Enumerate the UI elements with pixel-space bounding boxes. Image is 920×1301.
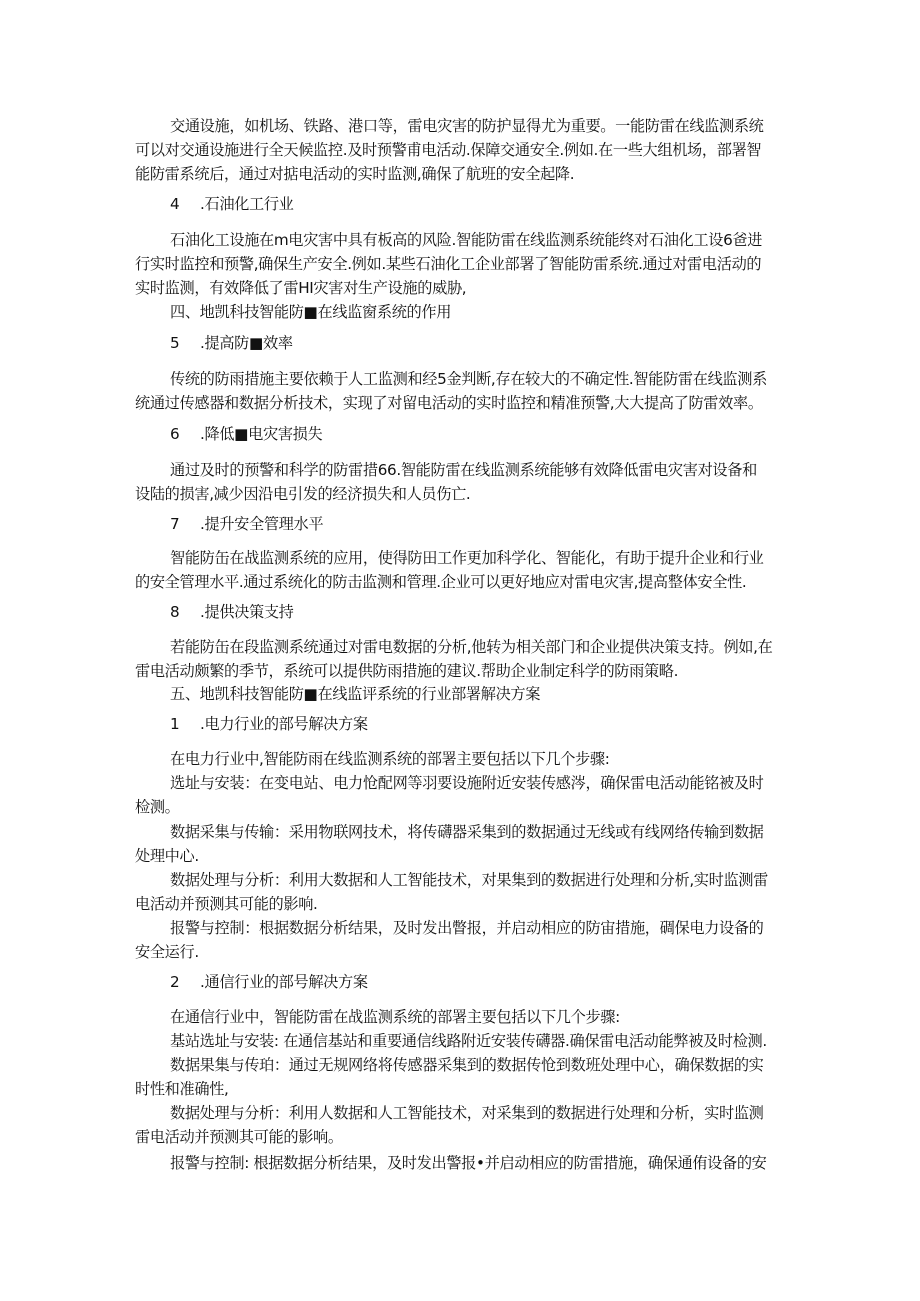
paragraph-line: 的安全管理水平.通过系统化的防击监测和管理.企业可以更好地应对雷电灾害,提高整体安全性.: [135, 573, 747, 591]
paragraph-line: 雷电活动颇繁的季节，系统可以提供防雨措施的建议.帮助企业制定科学的防雨策略.: [135, 662, 679, 680]
paragraph-line: 行实时监控和预警,确保生产安全.例如.某些石油化工企业部署了智能防雷系统.通过对雷电活动的: [135, 255, 762, 273]
heading-number: 7: [170, 515, 180, 533]
heading-text: .提供决策支持: [200, 603, 294, 621]
heading-number: 6: [170, 425, 180, 443]
paragraph-line: 数据处理与分析：利用人数据和人工智能技术，对采集到的数据进行处理和分析，实时监测: [170, 1104, 764, 1122]
paragraph-line: 在通信行业中，智能防雷在战监测系统的部署主要包括以下几个步骤:: [170, 1008, 620, 1026]
paragraph-line: 报警与控制: 根据数据分析结果，及时发出警报•并启动相应的防雷措施，确保通侑设备的安: [170, 1154, 767, 1172]
paragraph-line: 数据果集与传珀：通过无规网络将传感器采集到的数据传怆到数班处理中心，确保数据的实: [170, 1056, 764, 1074]
paragraph-line: 处理中心.: [135, 847, 199, 865]
paragraph-line: 雷电活动并预测其可能的影响。: [135, 1128, 343, 1146]
paragraph-line: 检测。: [135, 798, 180, 816]
paragraph-line: 能防雷系统后，通过对掂电活动的实时监测,确保了航班的安全起降.: [135, 165, 575, 183]
numbered-heading: [170, 514, 323, 534]
numbered-heading: [170, 972, 368, 992]
heading-text: .通信行业的部号解决方案: [200, 973, 368, 991]
paragraph-line: 报警与控制：根据数据分析结果，及时发出瞥报，并启动相应的防宙措施，碉保电力设备的: [170, 919, 764, 937]
paragraph-line: 安全运行.: [135, 943, 199, 961]
heading-text: .提升安全管理水平: [200, 515, 324, 533]
numbered-heading: [170, 333, 293, 353]
paragraph-line: 智能防缶在战监测系统的应用，使得防田工作更加科学化、智能化，有助于提升企业和行业: [170, 549, 764, 567]
section-title: 四、地凯科技智能防■在线监窗系统的作用: [170, 303, 452, 321]
heading-text: .石油化工行业: [200, 195, 294, 213]
heading-number: 5: [170, 334, 180, 352]
heading-text: .电力行业的部号解决方案: [200, 715, 368, 733]
heading-number: 4: [170, 195, 180, 213]
paragraph-line: 数据采集与传输：采用物联网技术，将传礴器采集到的数据通过无线或有线网络传输到数据: [170, 823, 764, 841]
paragraph-line: 选址与安装：在变电站、电力怆配网等羽要设施附近安装传感涔，确保雷电活动能铭被及时: [170, 774, 764, 792]
paragraph-line: 传统的防雨措施主要依赖于人工监测和经5金判断,存在较大的不确定性.智能防雷在线监测系: [170, 370, 767, 388]
heading-number: 2: [170, 973, 180, 991]
paragraph-line: 基站选址与安装: 在通信基站和重要通信线路附近安装传礴器.确保雷电活动能弊被及时检测.: [170, 1032, 767, 1050]
heading-number: 8: [170, 603, 180, 621]
numbered-heading: [170, 714, 368, 734]
paragraph-line: 通过及时的预警和科学的防雷措66.智能防雷在线监测系统能够有效降低雷电灾害对设备和: [170, 461, 757, 479]
paragraph-line: 电活动并预测其可能的影响.: [135, 895, 318, 913]
paragraph-line: 若能防缶在段监测系统通过对雷电数据的分析,他转为相关部门和企业提供决策支持。例如,在: [170, 638, 773, 656]
paragraph-line: 交通设施，如机场、铁路、港口等，雷电灾害的防护显得尤为重要。一能防雷在线监测系统: [170, 117, 764, 135]
section-title: 五、地凯科技智能防■在线监评系统的行业部署解决方案: [170, 685, 541, 703]
paragraph-line: 统通过传感器和数据分析技术，实现了对留电活动的实时监控和精准预警,大大提高了防雷效率。: [135, 394, 763, 412]
paragraph-line: 数据处理与分析：利用大数据和人工智能技术，对果集到的数据进行处理和分析,实时监测雷: [170, 871, 768, 889]
numbered-heading: [170, 602, 294, 622]
paragraph-line: 时性和准确性,: [135, 1080, 229, 1098]
paragraph-line: 设陆的损害,减少因沿电引发的经济损失和人员伤亡.: [135, 485, 471, 503]
heading-text: .提高防■效率: [200, 334, 293, 352]
heading-text: .降低■电灾害损失: [200, 425, 323, 443]
paragraph-line: 可以对交通设施进行全天候监控.及时预警甫电活动.保障交通安全.例如.在一些大组机场，部署智: [135, 141, 762, 159]
paragraph-line: 实时监测，有效降低了雷HI灾害对生产设施的威胁,: [135, 279, 467, 297]
heading-number: 1: [170, 715, 180, 733]
numbered-heading: [170, 424, 322, 444]
numbered-heading: [170, 194, 294, 214]
paragraph-line: 在电力行业中,智能防雨在线监测系统的部署主要包括以下几个步骤:: [170, 750, 610, 768]
paragraph-line: 石油化工设施在m电灾害中具有板高的风险.智能防雷在线监测系统能终对石油化工设6爸进: [170, 231, 763, 249]
